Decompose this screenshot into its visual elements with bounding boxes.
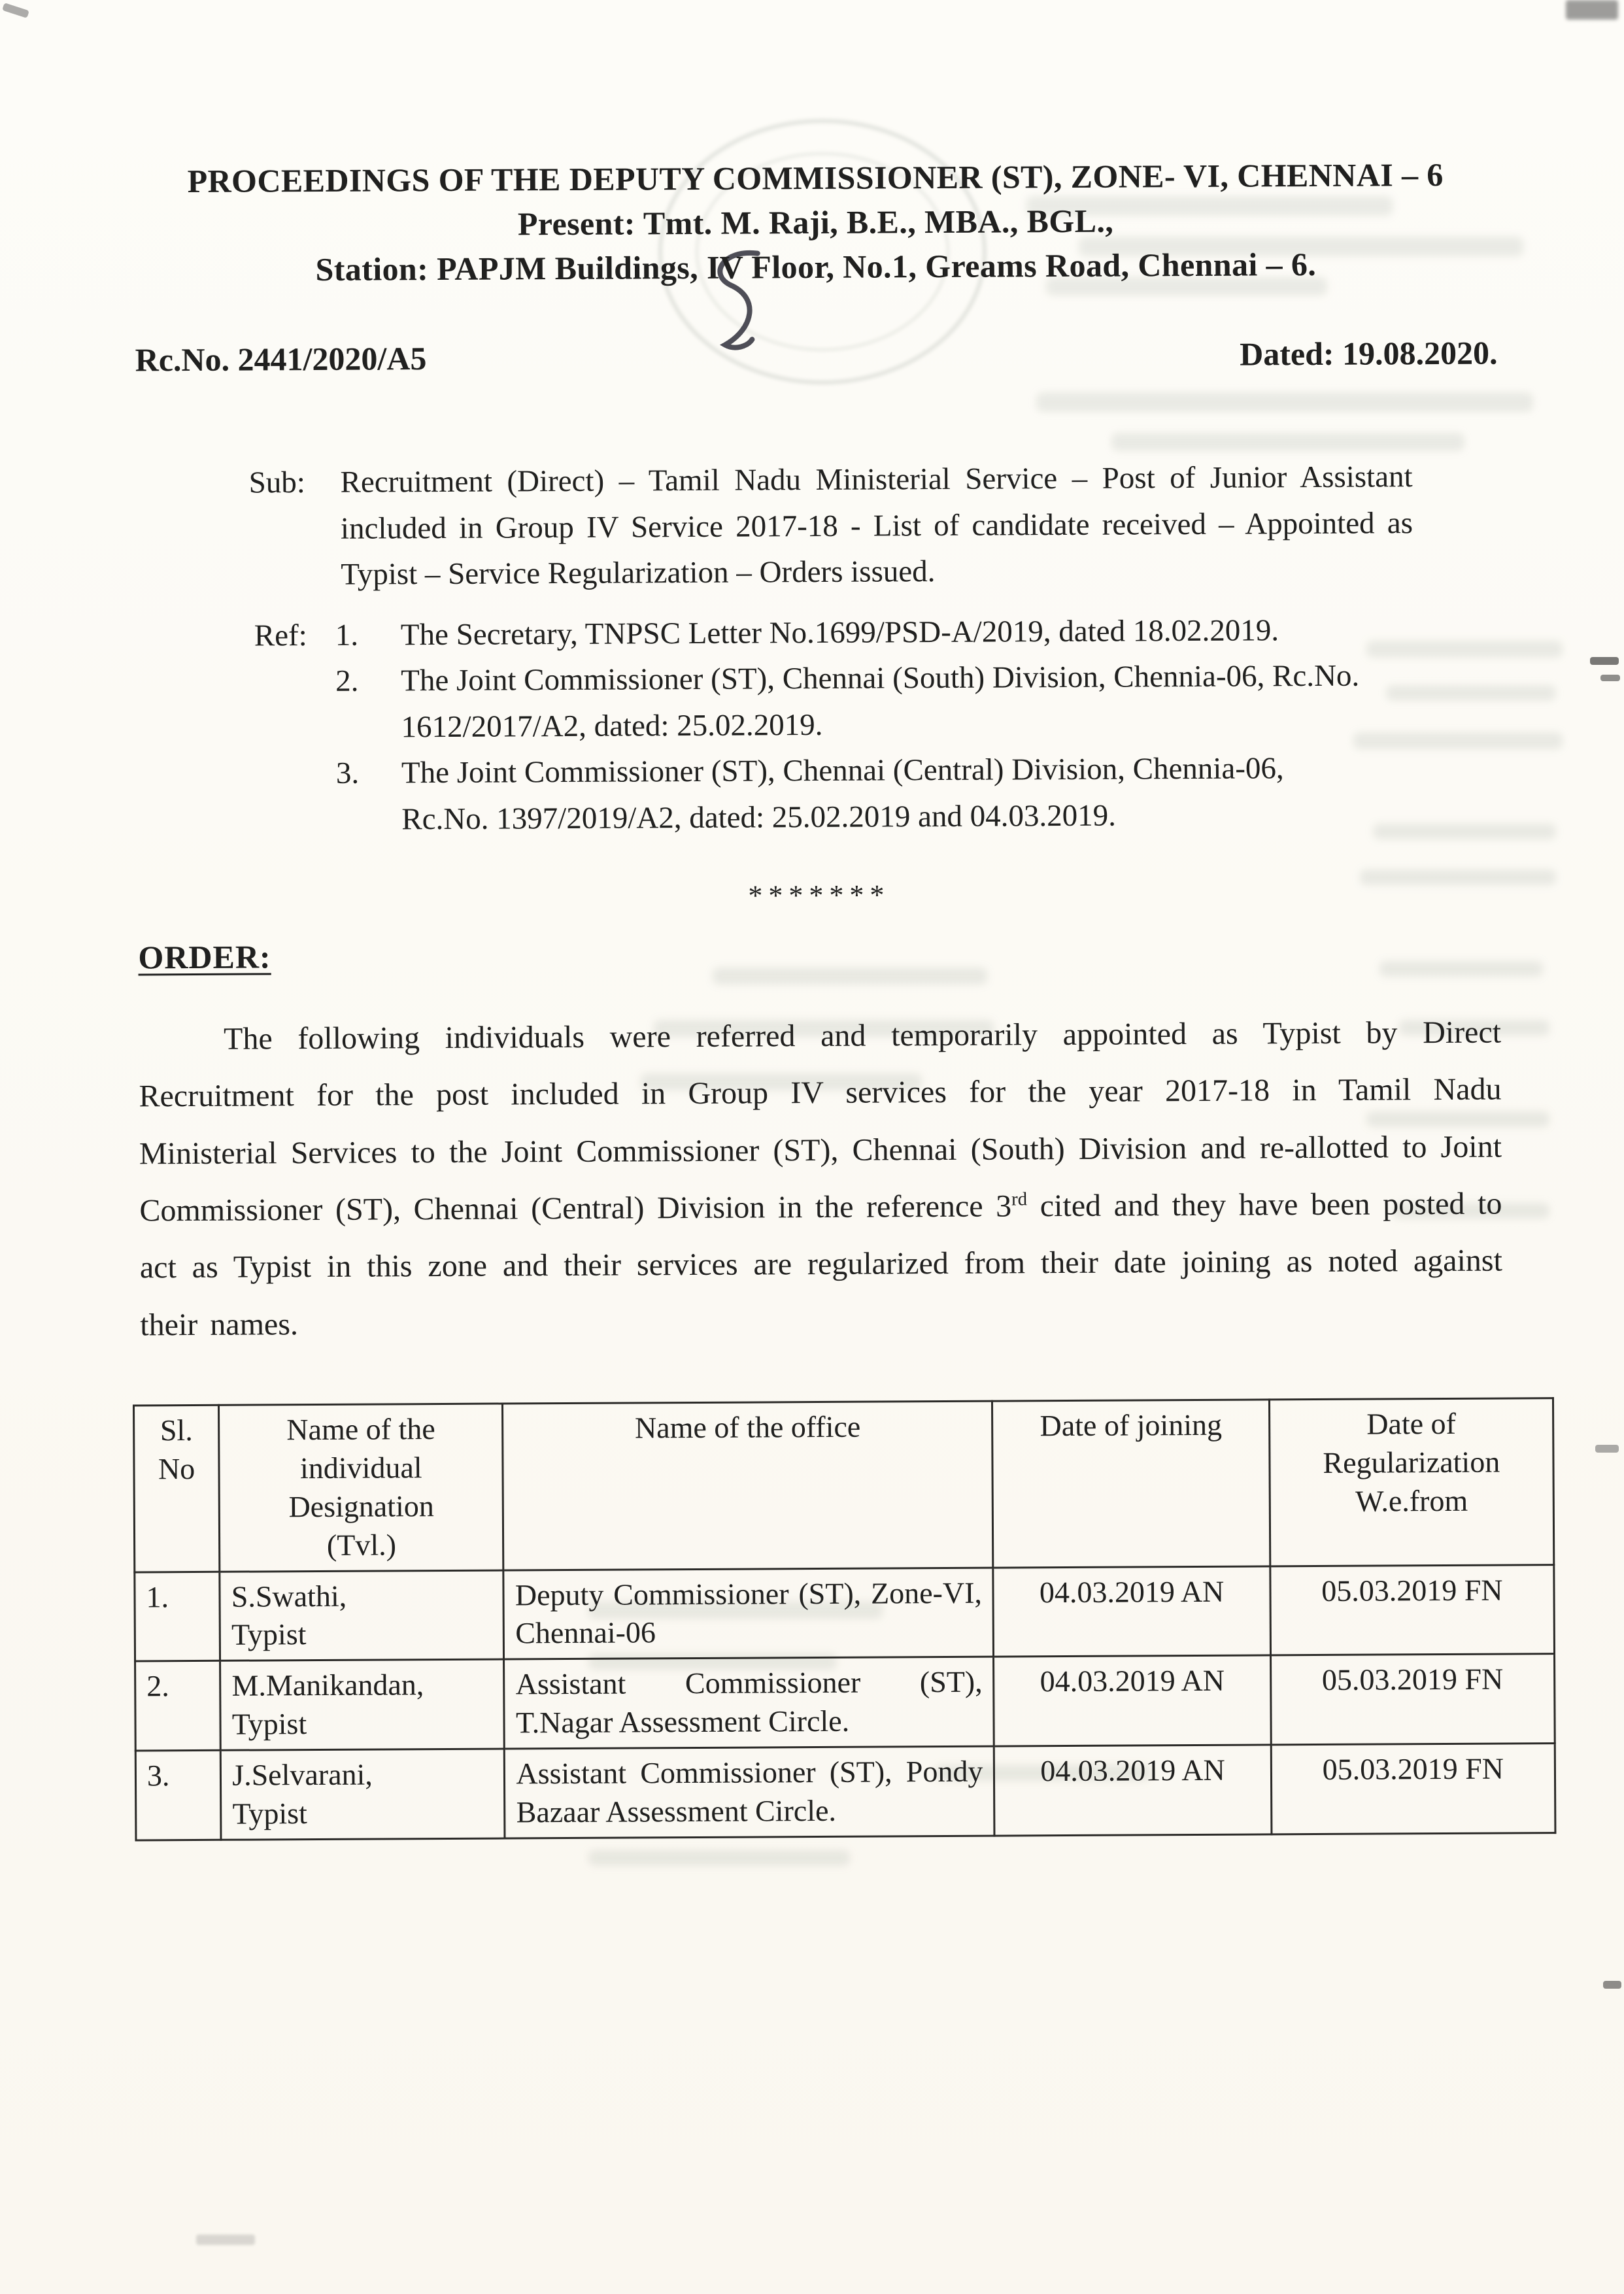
scan-mark xyxy=(1595,1445,1619,1453)
table-header-office: Name of the office xyxy=(503,1401,993,1570)
document-header xyxy=(134,152,1497,293)
reference-item-number: 1. xyxy=(335,618,359,652)
table-header-row xyxy=(133,1398,1553,1572)
subject-block xyxy=(135,454,1498,599)
table-header-regularization: Date of Regularization W.e.from xyxy=(1269,1398,1554,1566)
table-cell-joining: 04.03.2019 AN xyxy=(993,1566,1270,1657)
table-cell-serial: 2. xyxy=(135,1661,221,1751)
table-cell-joining: 04.03.2019 AN xyxy=(994,1745,1272,1836)
table-cell-office: Assistant Commissioner (ST), T.Nagar Assessment Circle. xyxy=(504,1657,994,1749)
table-cell-serial: 3. xyxy=(135,1750,221,1840)
table-cell-name: J.Selvarani, Typist xyxy=(221,1749,505,1840)
reference-item xyxy=(335,607,1408,658)
reference-item-text: The Joint Commissioner (ST), Chennai (Central) Division, Chennia-06, Rc.No. 1397/2019/A2, dated: 25.02.2019 and 04.03.2019. xyxy=(401,751,1284,836)
table-cell-regularization: 05.03.2019 FN xyxy=(1271,1744,1555,1834)
scan-bleedthrough xyxy=(588,1850,850,1866)
scan-mark xyxy=(1600,675,1620,681)
table-cell-regularization: 05.03.2019 FN xyxy=(1270,1654,1555,1745)
scan-mark xyxy=(1566,0,1618,20)
header-line-present: Present: Tmt. M. Raji, B.E., MBA., BGL., xyxy=(517,202,1114,243)
table-header-date-joining: Date of joining xyxy=(992,1400,1270,1568)
scan-mark xyxy=(1603,1981,1621,1989)
reference-item-text: The Joint Commissioner (ST), Chennai (South) Division, Chennia-06, Rc.No. 1612/2017/A2, dated: 25.02.2019. xyxy=(401,658,1360,744)
reference-items xyxy=(335,607,1409,843)
reference-item-text: The Secretary, TNPSC Letter No.1699/PSD-A/2019, dated 18.02.2019. xyxy=(400,613,1279,652)
ordinal-superscript: rd xyxy=(1011,1189,1028,1210)
reference-date-row xyxy=(135,331,1497,382)
order-paragraph-text: cited and they have been posted to act as Typist in this zone and their services are regularized from their date joining as noted against their names. xyxy=(139,1186,1503,1343)
document-content xyxy=(134,152,1505,1842)
table-header-individual: Name of the individual Designation (Tvl.) xyxy=(219,1404,504,1572)
order-paragraph-text: The following individuals were referred and temporarily appointed as Typist by Direct Recruitment for the post included in Group IV services for the year 2017-18 in Tamil Nadu Ministerial Services to the Joint Commissioner (ST), Chennai (South) Division and re-allotted to Joint Commissioner (ST), Chennai (Central) Division in the reference 3 xyxy=(139,1015,1502,1228)
reference-item-number: 2. xyxy=(335,664,359,698)
table-cell-office: Deputy Commissioner (ST), Zone-VI, Chennai-06 xyxy=(503,1568,994,1660)
table-row xyxy=(135,1744,1555,1840)
table-cell-joining: 04.03.2019 AN xyxy=(994,1655,1271,1746)
scan-mark xyxy=(196,2235,255,2245)
subject-text: Recruitment (Direct) – Tamil Nadu Ministerial Service – Post of Junior Assistant included in Group IV Service 2017-18 - List of candidate received – Appointed as Typist – Service Regularization – Orders issued. xyxy=(340,460,1413,592)
reference-block xyxy=(137,606,1500,843)
table-cell-office: Assistant Commissioner (ST), Pondy Bazaar Assessment Circle. xyxy=(505,1746,995,1838)
header-line-proceedings: PROCEEDINGS OF THE DEPUTY COMMISSIONER (ST), ZONE- VI, CHENNAI – 6 xyxy=(187,156,1444,200)
appointments-table xyxy=(133,1397,1556,1841)
scan-mark xyxy=(2,3,29,18)
table-cell-serial: 1. xyxy=(135,1572,220,1661)
reference-item xyxy=(336,745,1409,843)
subject-label: Sub: xyxy=(248,465,305,500)
reference-item-number: 3. xyxy=(335,756,360,790)
reference-item xyxy=(335,652,1408,751)
table-header-sl-no: Sl. No xyxy=(133,1405,220,1572)
reference-label: Ref: xyxy=(254,618,307,653)
dated: Dated: 19.08.2020. xyxy=(1240,334,1498,373)
scan-mark xyxy=(1590,657,1619,665)
rc-number: Rc.No. 2441/2020/A5 xyxy=(135,340,427,379)
asterisk-separator: ******* xyxy=(748,879,890,912)
order-paragraph xyxy=(139,1004,1503,1353)
table-cell-name: M.Manikandan, Typist xyxy=(220,1659,505,1750)
header-line-station: Station: PAPJM Buildings, IV Floor, No.1, Greams Road, Chennai – 6. xyxy=(315,245,1317,288)
order-heading: ORDER: xyxy=(138,938,271,976)
table-row xyxy=(135,1564,1555,1661)
table-cell-regularization: 05.03.2019 FN xyxy=(1270,1564,1555,1655)
table-row xyxy=(135,1654,1555,1751)
table-cell-name: S.Swathi, Typist xyxy=(220,1570,504,1661)
